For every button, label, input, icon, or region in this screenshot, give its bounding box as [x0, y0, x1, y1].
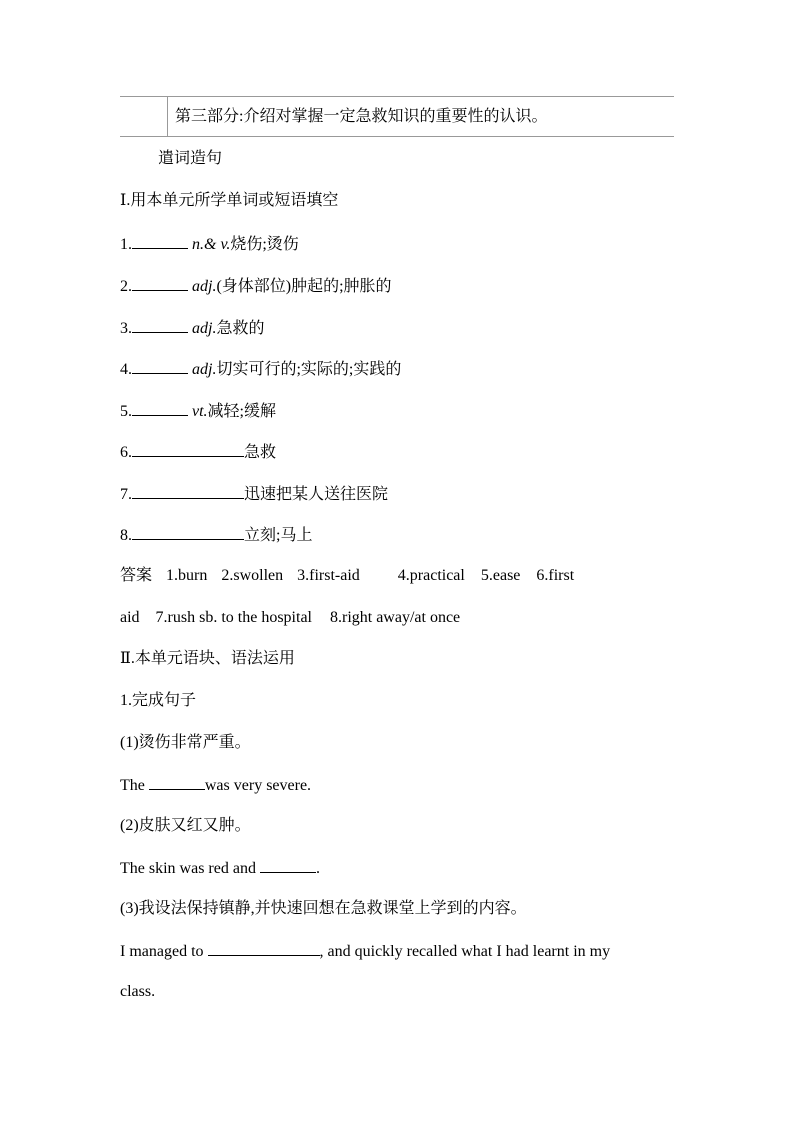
question-2-en [120, 857, 320, 879]
item-meaning: 急救 [244, 444, 277, 461]
vocab-item-4 [120, 358, 401, 380]
answer-blank[interactable] [132, 317, 188, 333]
part-of-speech: adj. [192, 361, 217, 378]
answer-blank[interactable] [132, 483, 244, 499]
outline-table-row [120, 96, 674, 137]
item-meaning: (身体部位)肿起的;肿胀的 [216, 278, 392, 295]
part2-subtitle: 1.完成句子 [120, 692, 197, 709]
sentence-start: The skin was red and [120, 860, 260, 877]
item-number: 5. [120, 403, 132, 420]
table-cell-empty [120, 97, 168, 136]
item-number: 8. [120, 527, 132, 544]
item-meaning: 减轻;缓解 [207, 403, 276, 420]
answer-7: 7.rush sb. to the hospital [155, 609, 312, 626]
sentence-end: was very severe. [204, 777, 312, 794]
item-number: 6. [120, 444, 132, 461]
sentence-end: . [315, 860, 320, 877]
part-of-speech: adj. [192, 320, 217, 337]
part-of-speech: n.& v. [192, 236, 231, 253]
item-number: 2. [120, 278, 132, 295]
answer-blank[interactable] [132, 400, 188, 416]
answer-6-cont: aid [120, 609, 140, 626]
answer-4: 4.practical [397, 567, 465, 584]
question-2-cn: (2)皮肤又红又肿。 [120, 817, 251, 834]
vocab-item-3 [120, 317, 264, 339]
part1-title: Ⅰ.用本单元所学单词或短语填空 [120, 192, 339, 209]
vocab-item-6 [120, 441, 276, 463]
table-cell-text: 第三部分:介绍对掌握一定急救知识的重要性的认识。 [175, 108, 548, 125]
answer-blank[interactable] [132, 441, 244, 457]
item-number: 1. [120, 236, 132, 253]
answer-line-1 [120, 566, 574, 586]
part-of-speech: adj. [192, 278, 217, 295]
part2-title: Ⅱ.本单元语块、语法运用 [120, 650, 295, 667]
item-number: 7. [120, 486, 132, 503]
answer-blank[interactable] [260, 857, 316, 873]
item-meaning: 急救的 [216, 320, 265, 337]
item-meaning: 立刻;马上 [244, 527, 313, 544]
question-3-en-cont: class. [120, 983, 156, 1000]
vocab-item-1 [120, 233, 299, 255]
question-3-en [120, 940, 610, 962]
item-number: 4. [120, 361, 132, 378]
item-meaning: 切实可行的;实际的;实践的 [216, 361, 402, 378]
answer-2: 2.swollen [221, 567, 284, 584]
vocab-item-2 [120, 275, 392, 297]
answer-1: 1.burn [166, 567, 208, 584]
answer-label: 答案 [120, 567, 153, 584]
answer-3: 3.first-aid [297, 567, 360, 584]
answer-blank[interactable] [132, 524, 244, 540]
vocab-item-8 [120, 524, 312, 546]
item-meaning: 烧伤;烫伤 [230, 236, 299, 253]
section-heading: 遣词造句 [158, 150, 223, 167]
sentence-start: The [120, 777, 149, 794]
vocab-item-7 [120, 483, 388, 505]
question-1-cn: (1)烫伤非常严重。 [120, 734, 251, 751]
question-3-cn: (3)我设法保持镇静,并快速回想在急救课堂上学到的内容。 [120, 900, 527, 917]
sentence-end: , and quickly recalled what I had learnt in my [319, 943, 611, 960]
answer-6: 6.first [536, 567, 575, 584]
answer-blank[interactable] [208, 940, 320, 956]
question-1-en [120, 774, 311, 796]
item-meaning: 迅速把某人送往医院 [244, 486, 389, 503]
vocab-item-5 [120, 400, 276, 422]
item-number: 3. [120, 320, 132, 337]
answer-8: 8.right away/at once [329, 609, 461, 626]
part-of-speech: vt. [192, 403, 208, 420]
answer-blank[interactable] [132, 233, 188, 249]
sentence-start: I managed to [120, 943, 208, 960]
answer-blank[interactable] [132, 358, 188, 374]
answer-5: 5.ease [480, 567, 521, 584]
answer-blank[interactable] [132, 275, 188, 291]
answer-blank[interactable] [149, 774, 205, 790]
answer-line-2 [120, 608, 460, 628]
